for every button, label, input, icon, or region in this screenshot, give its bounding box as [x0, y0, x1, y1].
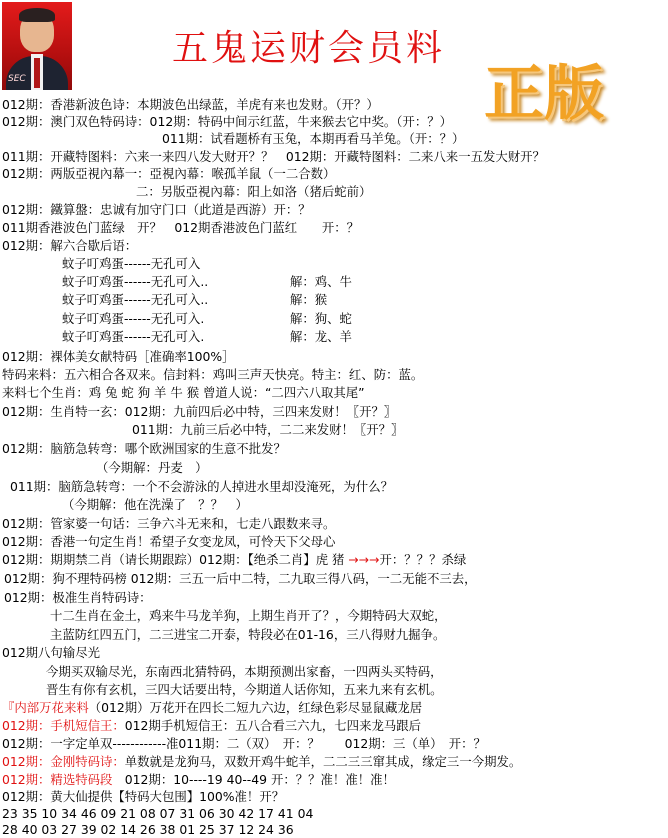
line-macau-color-poem-011: 011期：试看题桥有玉兔，本期再看马羊兔。（开：？）	[162, 131, 465, 146]
line-eight-lines-heading: 012期八句输尽光	[2, 645, 100, 660]
line-banned-zodiacs	[2, 552, 466, 568]
line-brain-teaser-2-answer: （今期解：他在洗澡了 ？？ ）	[62, 497, 248, 512]
line-brain-teaser-2: 011期：脑筋急转弯：一个不会游泳的人掉进水里却没淹死，为什么？	[10, 479, 393, 494]
line-numbers-2: 28 40 03 27 39 02 14 26 38 01 25 37 12 24 36	[2, 822, 294, 837]
selected-range-label: 012期：精选特码段	[2, 772, 113, 787]
riddle-row-1: 蚊子叮鸡蛋------无孔可入	[62, 256, 201, 271]
line-atv-inside-2: 二：另版亞視內幕：阳上如洛（猪后蛇前）	[136, 184, 372, 199]
photo-hair	[19, 8, 55, 22]
line-zodiac-poem-heading: 012期：极准生肖特码诗：	[4, 590, 152, 605]
riddle-row-4: 蚊子叮鸡蛋------无孔可入.	[62, 311, 205, 326]
line-iron-abacus: 012期：鐵算盤：忠诚有加守门口（此道是西游）开：？	[2, 202, 311, 217]
line-brain-teaser-1: 012期：脑筋急转弯：哪个欧洲国家的生意不批发？	[2, 441, 286, 456]
line-zodiac-special-011: 011期：九前三后必中特，二二来发财！〖开？〗	[132, 422, 404, 437]
riddle-answer-4: 解：狗、蛇	[290, 311, 352, 326]
line-code-source: 特码来料：五六相合各双来。信封料：鸡叫三声天快亮。特主：红、防：蓝。	[2, 367, 424, 382]
line-hk-wave-color-poem: 012期：香港新波色诗：本期波色出绿蓝，羊虎有来也发财。（开？）	[2, 97, 379, 112]
author-photo	[2, 2, 72, 90]
authentic-stamp: 正版	[484, 59, 604, 129]
line-dog-ranking: 012期：狗不理特码榜 012期：三五一后中二特，二九取三得八码，一二无能不三去，	[4, 571, 477, 586]
line-seven-zodiacs: 来料七个生肖：鸡 兔 蛇 狗 羊 牛 猴 曾道人说：“二四六八取其尾”	[2, 385, 365, 400]
line-big-surround: 012期：黄大仙提供【特码大包围】100%准！开？	[2, 789, 285, 804]
line-sms-king	[2, 718, 421, 734]
line-hk-one-phrase: 012期：香港一句定生肖！希望子女变龙凤，可怜天下父母心	[2, 534, 336, 549]
line-hk-wave-gates: 011期香港波色门蓝绿 开？ 012期香港波色门蓝红 开：？	[2, 220, 360, 235]
photo-tie	[34, 58, 40, 88]
sms-king-label: 012期：手机短信王：	[2, 718, 125, 733]
line-macau-color-poem: 012期：澳门双色特码诗：012期：特码中间示红蓝，牛来猴去它中奖。（开：？）	[2, 114, 452, 129]
line-odd-even: 012期：一字定单双------------准011期：二（双） 开：？ 012期：三（单） 开：？	[2, 736, 486, 751]
diamond-poem-label: 012期：金刚特码诗：	[2, 754, 125, 769]
banned-zodiacs-text: 012期：期期禁二肖（请长期跟踪）012期：【绝杀二肖】虎 猪	[2, 552, 349, 567]
line-diamond-poem	[2, 754, 521, 770]
internal-flowers-text: （012期）万花开在四长二短九六边，红绿色彩尽显鼠藏龙居	[88, 700, 423, 715]
sms-king-text: 012期手机短信王：五八合看三六九，七四来龙马跟后	[124, 718, 422, 733]
line-zodiac-poem-1: 十二生肖在金土，鸡来牛马龙羊狗，上期生肖开了？，今期特码大双蛇，	[50, 608, 447, 623]
riddle-row-2: 蚊子叮鸡蛋------无孔可入..	[62, 274, 209, 289]
line-internal-flowers	[2, 700, 422, 716]
line-atv-inside-1: 012期：两版亞視內幕一：亞視內幕：喉孤羊鼠（一二合数）	[2, 166, 336, 181]
line-riddle-heading: 012期：解六合歇后语：	[2, 238, 138, 253]
line-beauty-code: 012期：裸体美女献特码［准确率100%］	[2, 349, 235, 364]
line-numbers-1: 23 35 10 34 46 09 21 08 07 31 06 30 42 17 41 04	[2, 806, 314, 821]
banned-zodiacs-result: 开：？？？杀绿	[379, 552, 467, 567]
line-brain-teaser-1-answer: （今期解：丹麦 ）	[96, 460, 208, 475]
page-title: 五鬼运财会员料	[172, 28, 446, 69]
riddle-answer-3: 解：猴	[290, 292, 328, 307]
photo-watermark: SEC	[8, 74, 26, 84]
line-eight-lines-1: 今期买双输尽光，东南西北猜特码，本期预测出家畜，一四两头买特码，	[46, 664, 443, 679]
line-eight-lines-2: 晋生有你有玄机，三四大话要出特，今期道人话你知，五来九来有玄机。	[46, 682, 443, 697]
riddle-answer-2: 解：鸡、牛	[290, 274, 352, 289]
line-selected-range	[2, 772, 395, 788]
selected-range-text: 012期：10----19 40--49 开：？？准！准！准！	[124, 772, 395, 787]
riddle-answer-5: 解：龙、羊	[290, 329, 352, 344]
internal-flowers-label: 『内部万花来料	[2, 700, 89, 715]
line-zodiac-special: 012期：生肖特一玄：012期：九前四后必中特，三四来发财！〖开？〗	[2, 404, 397, 419]
line-zodiac-poem-2: 主蓝防红四五门，二三进宝二开泰，特段必在01-16，三八得财九掘争。	[50, 627, 446, 642]
diamond-poem-text: 单数就是龙狗马，双数开鸡牛蛇羊，二二三三窜其成，缘定三一今期发。	[124, 754, 522, 769]
line-hidden-chart: 011期：开藏特图料：六来一来四八发大财开？？ 012期：开藏特图料：二来八来一五发大财开？	[2, 149, 545, 164]
arrow-icon: →→→	[348, 552, 380, 567]
riddle-row-5: 蚊子叮鸡蛋------无孔可入.	[62, 329, 205, 344]
riddle-row-3: 蚊子叮鸡蛋------无孔可入..	[62, 292, 209, 307]
line-housekeeper-phrase: 012期：管家婆一句话：三争六斗无来和，七走八跟数来寻。	[2, 516, 336, 531]
